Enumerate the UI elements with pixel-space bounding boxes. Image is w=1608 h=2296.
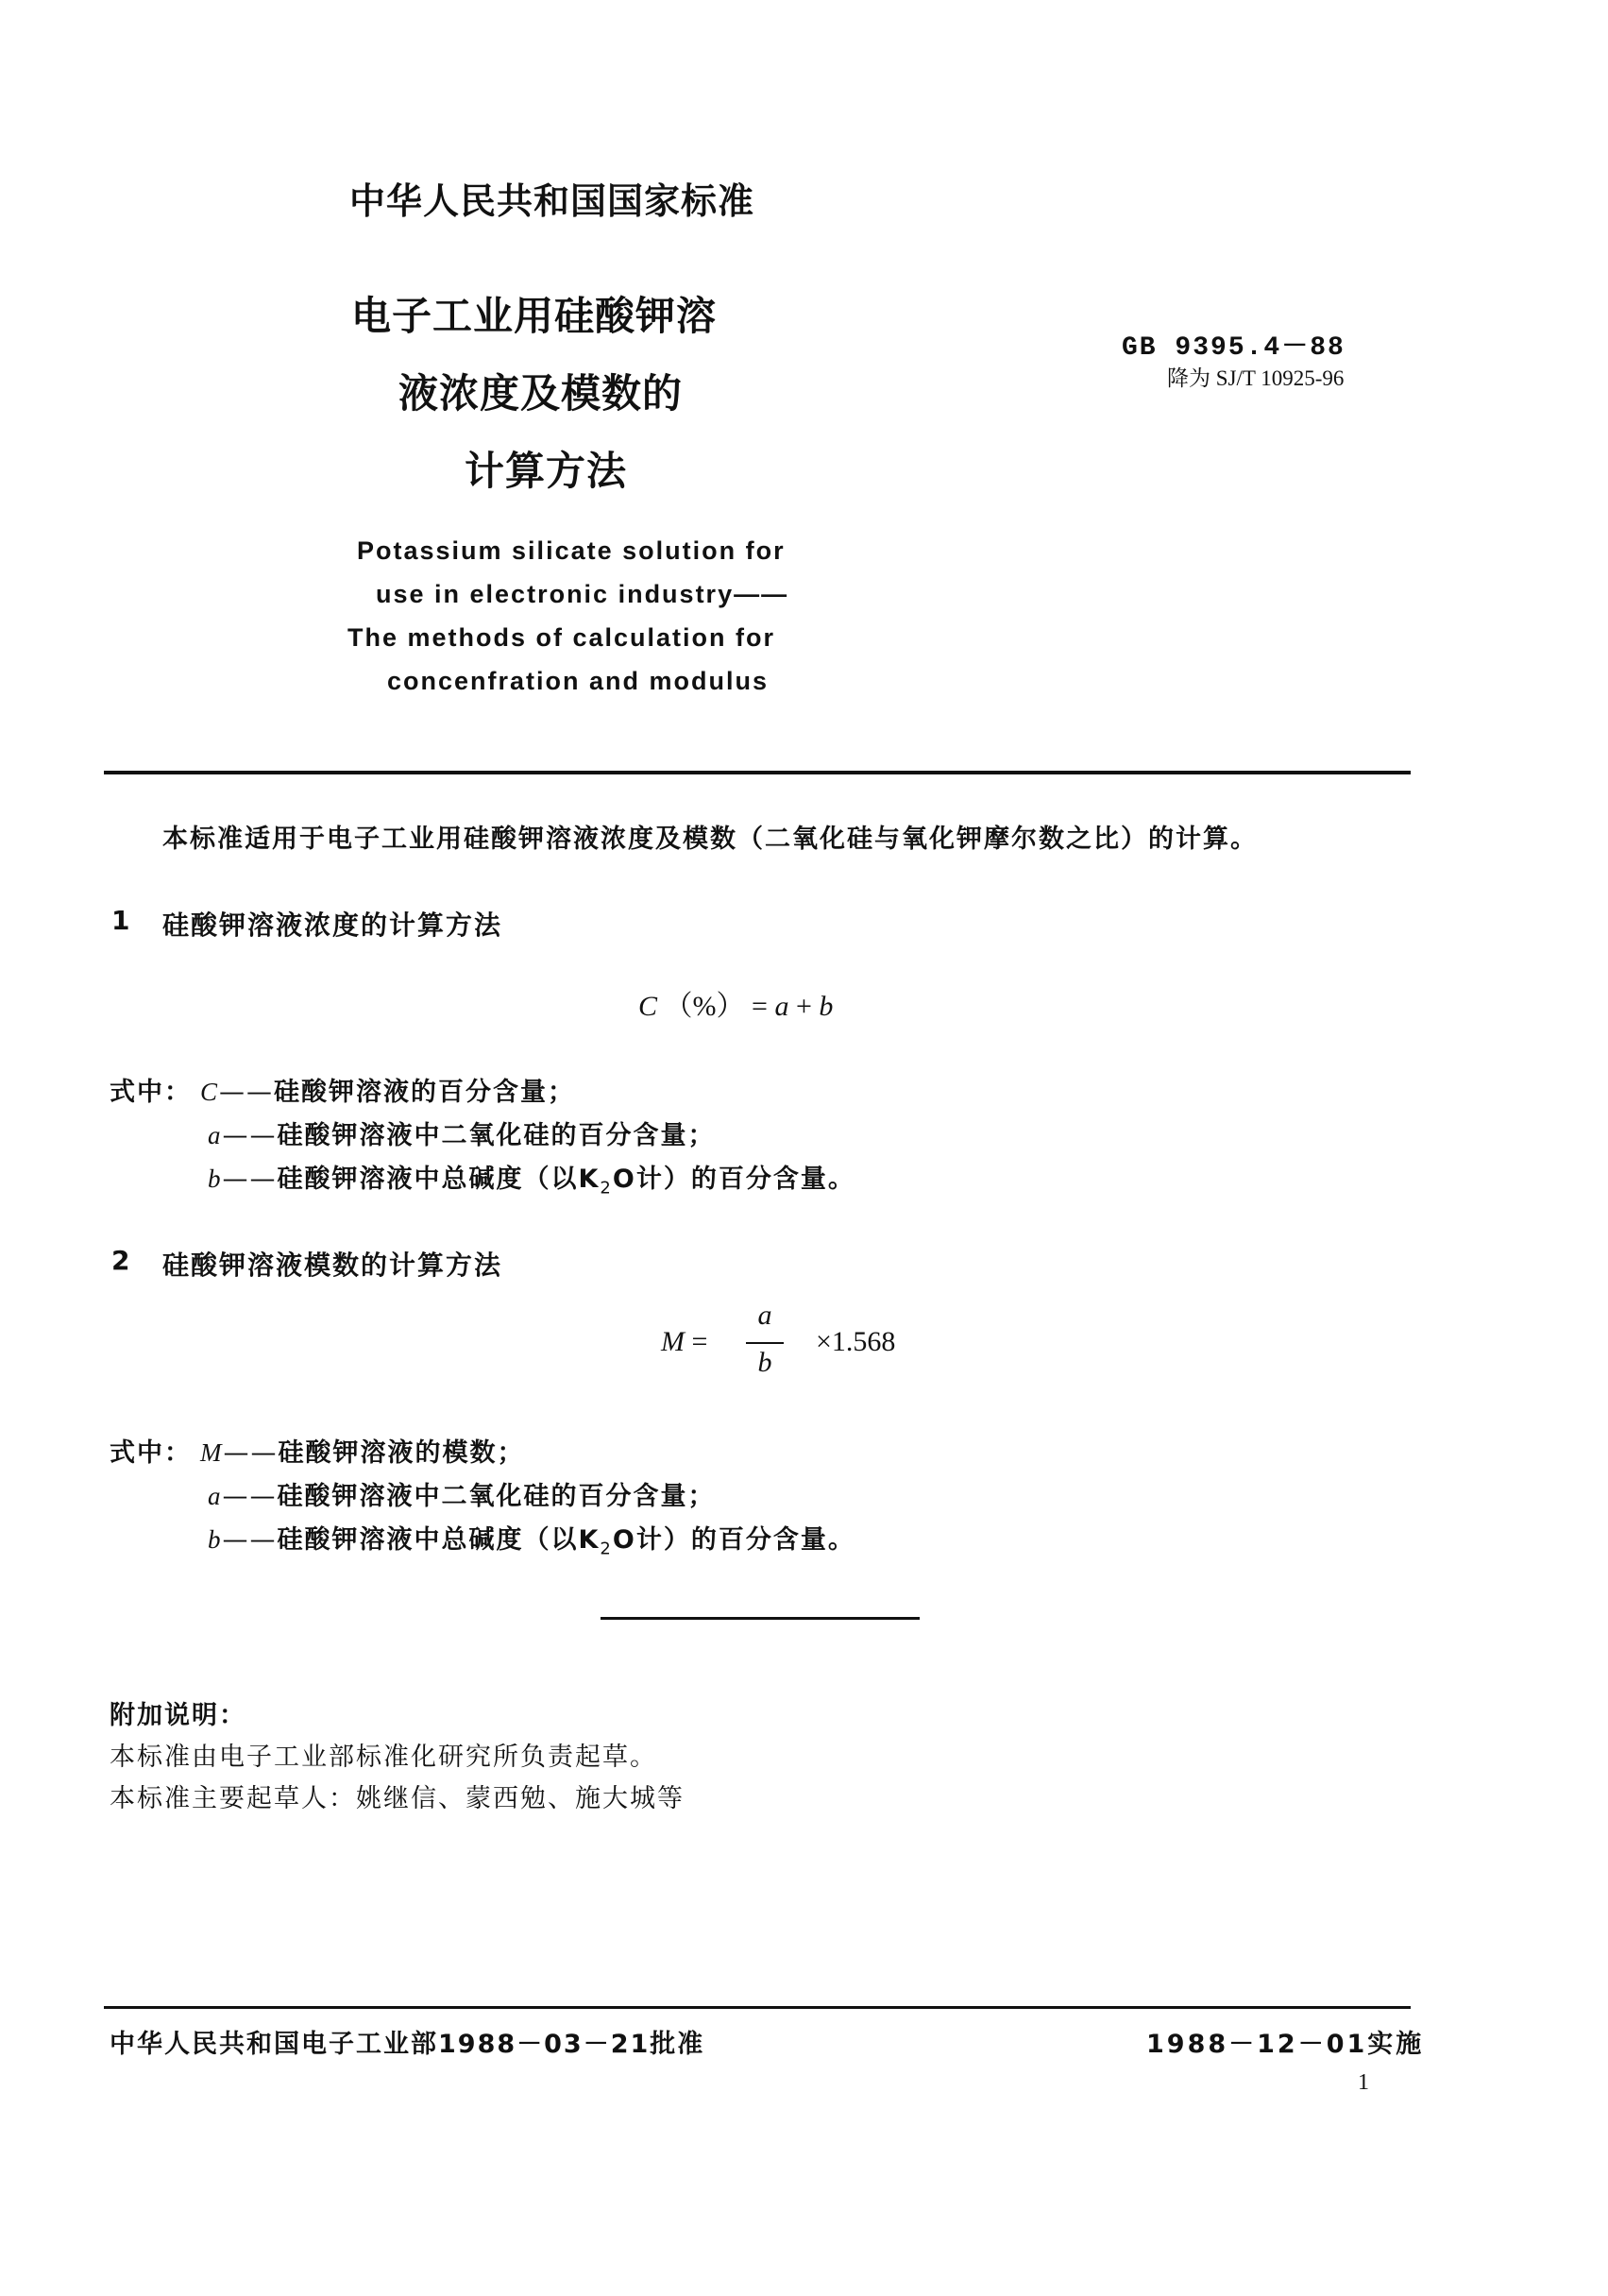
page-number: 1 (1358, 2070, 1369, 2095)
definition-text: O计）的百分含量。 (612, 1165, 855, 1194)
subscript: 2 (600, 1178, 613, 1199)
notes-line-drafters: 本标准主要起草人：姚继信、蒙西勉、施大城等 (110, 1784, 685, 1813)
definition-symbol: M (200, 1438, 224, 1467)
definition-dash: —— (219, 1078, 275, 1107)
definition-dash: —— (222, 1525, 278, 1555)
definition-text: 硅酸钾溶液中总碱度（以K (277, 1165, 601, 1194)
approval-date: 中华人民共和国电子工业部1988－03－21批准 (110, 2030, 705, 2059)
section-2-number: 2 (111, 1245, 132, 1276)
formula-c-symbol: C (638, 991, 658, 1022)
definition-text: 硅酸钾溶液中总碱度（以K (277, 1525, 601, 1555)
standard-code: GB 9395.4－88 (1122, 333, 1346, 363)
definition-symbol: b (208, 1165, 223, 1193)
english-title-line-1: Potassium silicate solution for (357, 536, 786, 565)
formula-equals: = (752, 991, 768, 1022)
formula-m-symbol: M (661, 1326, 685, 1357)
formula-b-symbol: b (819, 991, 834, 1022)
formula-a-symbol: a (774, 991, 789, 1022)
title-line-3: 计算方法 (465, 448, 628, 494)
section-2-where-label: 式中： (110, 1438, 192, 1468)
section-2-title: 硅酸钾溶液模数的计算方法 (162, 1250, 503, 1281)
section-1-definition-b (208, 1158, 855, 1198)
section-1-definition-a (208, 1114, 716, 1151)
formula-plus: + (795, 991, 812, 1022)
subscript: 2 (600, 1539, 613, 1559)
definition-text: 硅酸钾溶液中二氧化硅的百分含量； (277, 1482, 716, 1511)
concentration-formula (638, 982, 833, 1024)
definition-text: 硅酸钾溶液的百分含量； (274, 1078, 576, 1107)
definition-text: O计）的百分含量。 (612, 1525, 855, 1555)
section-1-number: 1 (111, 905, 132, 936)
implementation-date: 1988－12－01实施 (1146, 2030, 1425, 2059)
definition-dash: —— (222, 1165, 278, 1194)
fraction-denominator: b (757, 1347, 772, 1378)
section-1-definition-c (200, 1071, 575, 1108)
scope-statement: 本标准适用于电子工业用硅酸钾溶液浓度及模数（二氧化硅与氧化钾摩尔数之比）的计算。 (162, 825, 1258, 854)
definition-symbol: a (208, 1121, 223, 1149)
header-divider (104, 771, 1411, 774)
definition-symbol: b (208, 1525, 223, 1554)
definition-symbol: C (200, 1078, 220, 1106)
definition-dash: —— (222, 1482, 278, 1511)
fraction-bar (746, 1342, 784, 1344)
national-standard-heading: 中华人民共和国国家标准 (349, 180, 755, 222)
title-line-2: 液浓度及模数的 (398, 370, 684, 417)
definition-dash: —— (222, 1121, 278, 1150)
english-title-line-2: use in electronic industry—— (376, 580, 789, 608)
fraction-numerator: a (757, 1300, 772, 1331)
english-title-line-4: concenfration and modulus (387, 667, 770, 695)
notes-line-drafting-org: 本标准由电子工业部标准化研究所负责起草。 (110, 1743, 657, 1772)
definition-text: 硅酸钾溶液的模数； (278, 1438, 525, 1468)
notes-heading: 附加说明： (110, 1701, 246, 1730)
formula-percent-unit: （%） (664, 991, 745, 1022)
downgrade-note: 降为 SJ/T 10925-96 (1167, 366, 1345, 390)
section-2-definition-m (200, 1432, 525, 1469)
section-1-title: 硅酸钾溶液浓度的计算方法 (162, 910, 503, 941)
end-of-text-rule (601, 1617, 920, 1620)
definition-text: 硅酸钾溶液中二氧化硅的百分含量； (277, 1121, 716, 1150)
definition-dash: —— (223, 1438, 279, 1468)
section-2-definition-a (208, 1475, 716, 1512)
section-2-definition-b (208, 1519, 855, 1558)
formula-equals: = (691, 1326, 708, 1357)
section-1-where-label: 式中： (110, 1078, 192, 1107)
footer-divider (104, 2006, 1411, 2009)
title-line-1: 电子工业用硅酸钾溶 (351, 293, 718, 339)
formula-multiplier: ×1.568 (816, 1326, 896, 1357)
definition-symbol: a (208, 1482, 223, 1510)
english-title-line-3: The methods of calculation for (347, 623, 776, 652)
